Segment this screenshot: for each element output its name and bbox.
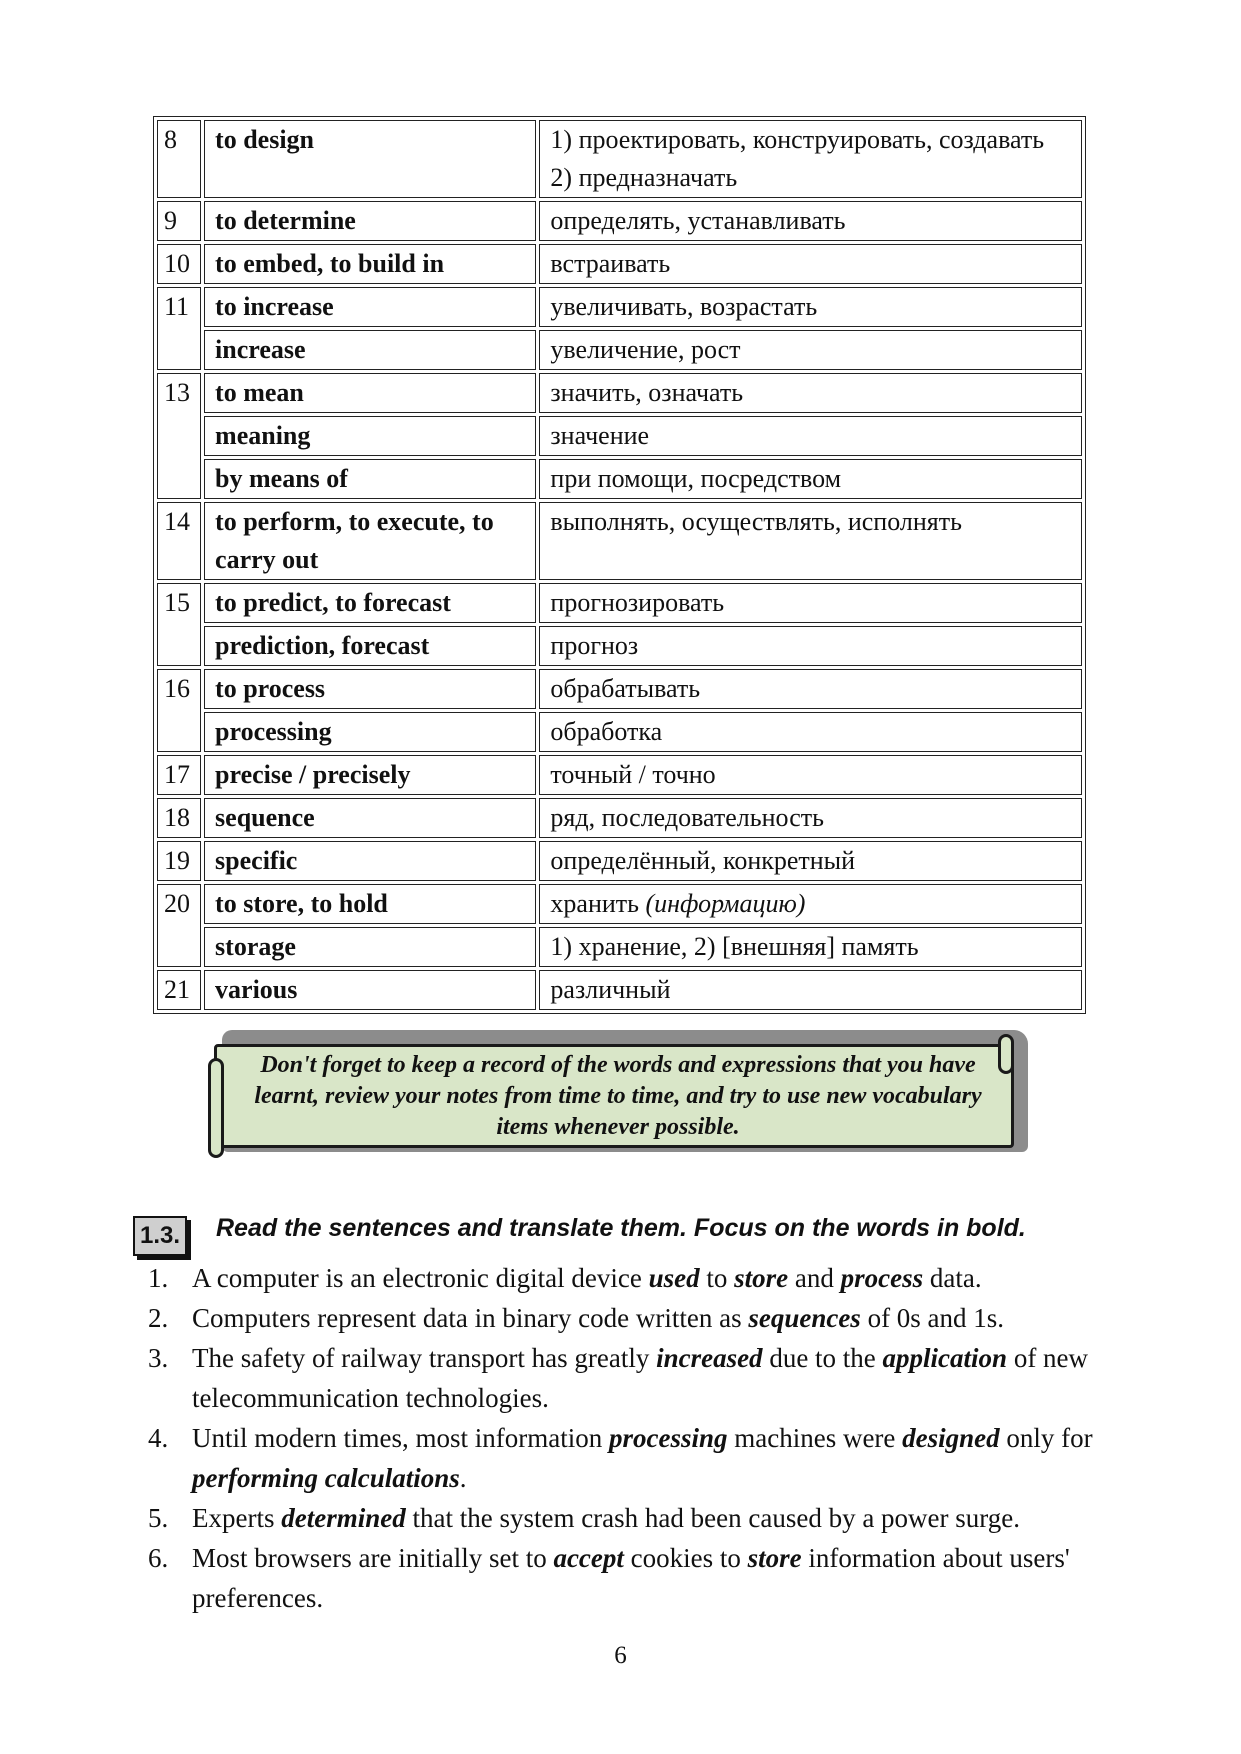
russian-translation (539, 970, 1082, 1010)
russian-translation (539, 502, 1082, 580)
russian-translation (539, 841, 1082, 881)
vocabulary-row (157, 502, 1082, 580)
translation-text: выполнять, осуществлять, исполнять (550, 507, 962, 536)
russian-translation (539, 330, 1082, 370)
tip-scroll (208, 1030, 1028, 1162)
russian-translation (539, 884, 1082, 924)
english-term: storage (204, 927, 536, 967)
focus-word: increased (656, 1343, 763, 1373)
vocabulary-row (157, 373, 1082, 413)
russian-translation (539, 373, 1082, 413)
vocabulary-row (157, 459, 1082, 499)
english-term: meaning (204, 416, 536, 456)
sentence-text: The safety of railway transport has greatly (192, 1343, 657, 1373)
translation-text: обрабатывать (550, 674, 701, 703)
vocabulary-row (157, 755, 1082, 795)
sentence-text: of new telecommunication technologies. (192, 1343, 1089, 1413)
entry-number: 10 (157, 244, 201, 284)
translation-text: прогнозировать (550, 588, 725, 617)
sentence-text: only for (999, 1423, 1093, 1453)
focus-word: store (734, 1263, 789, 1293)
entry-number: 20 (157, 884, 201, 967)
focus-word: determined (281, 1503, 406, 1533)
translation-text: прогноз (550, 631, 639, 660)
sentence-item (140, 1418, 1130, 1498)
vocabulary-row (157, 583, 1082, 623)
sentence-number: 5. (148, 1503, 169, 1533)
vocabulary-row (157, 626, 1082, 666)
entry-number: 9 (157, 201, 201, 241)
entry-number: 11 (157, 287, 201, 370)
translation-text: значение (550, 421, 650, 450)
vocabulary-table-body (157, 120, 1082, 1010)
english-term: sequence (204, 798, 536, 838)
russian-translation (539, 416, 1082, 456)
entry-number: 16 (157, 669, 201, 752)
translation-text: встраивать (550, 249, 671, 278)
english-term: processing (204, 712, 536, 752)
sentence-text: of 0s and 1s. (860, 1303, 1005, 1333)
focus-word: sequences (748, 1303, 861, 1333)
sentence-number: 4. (148, 1423, 169, 1453)
translation-text: определённый, конкретный (550, 846, 856, 875)
translation-text: обработка (550, 717, 663, 746)
sentence-number: 3. (148, 1343, 169, 1373)
sentence-list (140, 1258, 1130, 1618)
sentence-text: Experts (192, 1503, 282, 1533)
english-term: to embed, to build in (204, 244, 536, 284)
translation-note: (информацию) (645, 889, 806, 918)
vocabulary-row (157, 841, 1082, 881)
translation-text: 1) хранение, 2) [внешняя] память (550, 932, 919, 961)
entry-number: 21 (157, 970, 201, 1010)
focus-word: application (882, 1343, 1008, 1373)
vocabulary-row (157, 712, 1082, 752)
translation-text: значить, означать (550, 378, 744, 407)
russian-translation (539, 927, 1082, 967)
sentence-text: cookies to (623, 1543, 748, 1573)
vocabulary-row (157, 287, 1082, 327)
sentence-text: Most browsers are initially set to (192, 1543, 554, 1573)
russian-translation (539, 583, 1082, 623)
sentence-text: to (699, 1263, 735, 1293)
vocabulary-row (157, 120, 1082, 198)
russian-translation (539, 459, 1082, 499)
vocabulary-row (157, 244, 1082, 284)
translation-text: определять, устанавливать (550, 206, 846, 235)
english-term: to store, to hold (204, 884, 536, 924)
exercise-number-badge: 1.3. (133, 1216, 187, 1256)
focus-word: processing (608, 1423, 728, 1453)
entry-number: 8 (157, 120, 201, 198)
russian-translation (539, 798, 1082, 838)
english-term: to mean (204, 373, 536, 413)
focus-word: process (840, 1263, 924, 1293)
entry-number: 17 (157, 755, 201, 795)
sentence-number: 1. (148, 1263, 169, 1293)
english-term: by means of (204, 459, 536, 499)
sentence-text: Computers represent data in binary code written as (192, 1303, 749, 1333)
sentence-text: that the system crash had been caused by a power surge. (405, 1503, 1021, 1533)
sentence-text: data. (923, 1263, 982, 1293)
english-term: prediction, forecast (204, 626, 536, 666)
english-term: precise / precisely (204, 755, 536, 795)
translation-text: при помощи, посредством (550, 464, 842, 493)
english-term: to process (204, 669, 536, 709)
sentence-text: due to the (762, 1343, 883, 1373)
scroll-curl-right (998, 1034, 1014, 1074)
sentence-number: 6. (148, 1543, 169, 1573)
russian-translation (539, 201, 1082, 241)
sentence-number: 2. (148, 1303, 169, 1333)
sentence-item (140, 1298, 1130, 1338)
english-term: various (204, 970, 536, 1010)
entry-number: 13 (157, 373, 201, 499)
translation-text: ряд, последовательность (550, 803, 824, 832)
entry-number: 14 (157, 502, 201, 580)
focus-word: store (747, 1543, 802, 1573)
vocabulary-table (153, 116, 1086, 1014)
english-term: to design (204, 120, 536, 198)
english-term: to increase (204, 287, 536, 327)
translation-text: точный / точно (550, 760, 716, 789)
russian-translation (539, 712, 1082, 752)
sentence-text: A computer is an electronic digital device (192, 1263, 649, 1293)
vocabulary-row (157, 927, 1082, 967)
translation-text: увеличивать, возрастать (550, 292, 818, 321)
sentence-item (140, 1498, 1130, 1538)
english-term: increase (204, 330, 536, 370)
entry-number: 19 (157, 841, 201, 881)
russian-translation (539, 287, 1082, 327)
entry-number: 15 (157, 583, 201, 666)
russian-translation (539, 244, 1082, 284)
english-term: to predict, to forecast (204, 583, 536, 623)
english-term: to perform, to execute, to carry out (204, 502, 536, 580)
translation-text: различный (550, 975, 671, 1004)
vocabulary-row (157, 669, 1082, 709)
entry-number: 18 (157, 798, 201, 838)
scroll-curl-left (208, 1058, 224, 1158)
sentence-text: Until modern times, most information (192, 1423, 609, 1453)
translation-text: 1) проектировать, конструировать, создавать 2) предназначать (550, 125, 1045, 192)
sentence-item (140, 1538, 1130, 1618)
english-term: specific (204, 841, 536, 881)
sentence-text: and (788, 1263, 841, 1293)
vocabulary-row (157, 201, 1082, 241)
russian-translation (539, 755, 1082, 795)
translation-text: хранить (550, 889, 639, 918)
focus-word: used (648, 1263, 700, 1293)
page-number: 6 (614, 1642, 627, 1669)
vocabulary-row (157, 330, 1082, 370)
vocabulary-row (157, 798, 1082, 838)
vocabulary-row (157, 884, 1082, 924)
focus-word: performing calculations (192, 1463, 460, 1493)
tip-text: Don't forget to keep a record of the words and expressions that you have learnt, review your notes from time to time, and try to use new vocabulary items whenever possible. (254, 1052, 982, 1140)
russian-translation (539, 120, 1082, 198)
vocabulary-row (157, 970, 1082, 1010)
sentence-item (140, 1258, 1130, 1298)
translation-text: увеличение, рост (550, 335, 741, 364)
focus-word: accept (553, 1543, 624, 1573)
russian-translation (539, 626, 1082, 666)
sentence-text: . (459, 1463, 467, 1493)
sentence-text: machines were (727, 1423, 903, 1453)
russian-translation (539, 669, 1082, 709)
sentence-item (140, 1338, 1130, 1418)
exercise-instruction: Read the sentences and translate them. Focus on the words in bold. (216, 1214, 1026, 1242)
vocabulary-row (157, 416, 1082, 456)
english-term: to determine (204, 201, 536, 241)
focus-word: designed (902, 1423, 1000, 1453)
sentence-text: information about users' preferences. (192, 1543, 1070, 1613)
